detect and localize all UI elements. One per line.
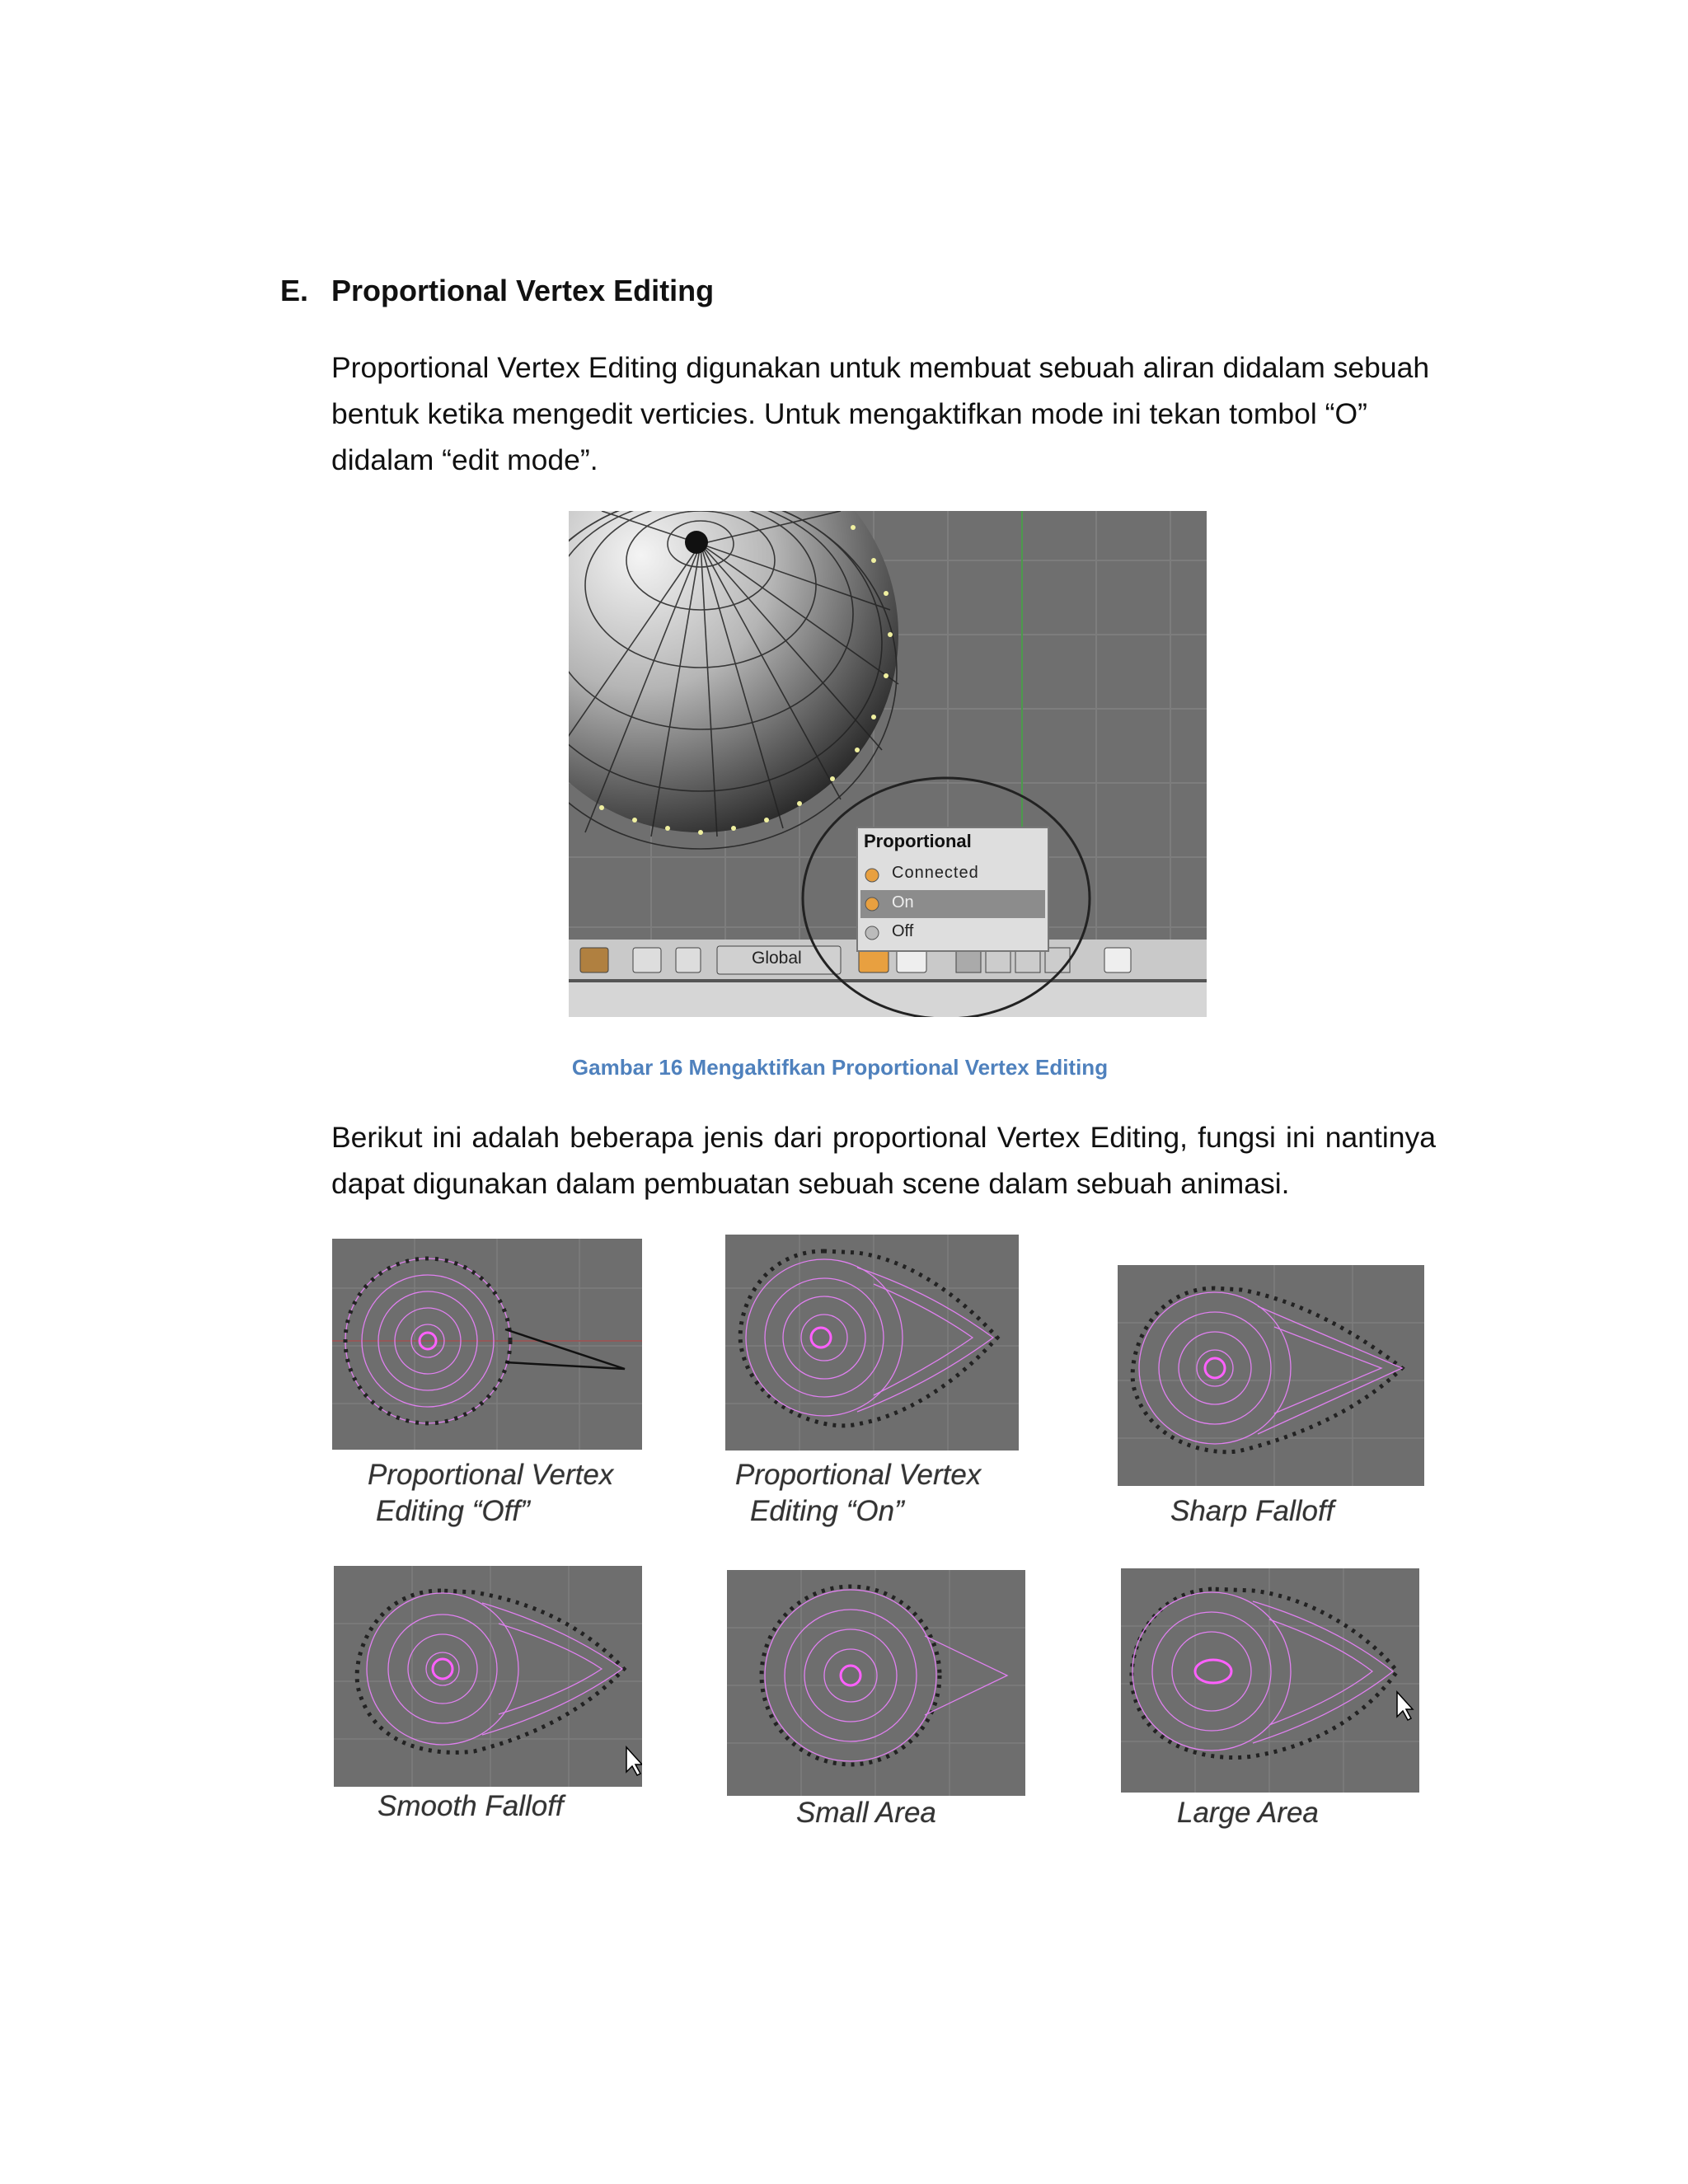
menu-item-off[interactable]: Off — [892, 922, 914, 940]
thumb-sharp-label: Sharp Falloff — [1170, 1495, 1334, 1527]
thumb-smooth-label: Smooth Falloff — [377, 1790, 564, 1822]
thumb-off-label-1: Proportional Vertex — [368, 1459, 614, 1491]
thumb-large-label: Large Area — [1177, 1797, 1319, 1829]
cursor-icon — [1397, 1692, 1413, 1720]
menu-title: Proportional — [864, 831, 972, 851]
section-heading — [280, 274, 714, 308]
section-title: Proportional Vertex Editing — [331, 274, 715, 307]
thumb-sharp — [1118, 1265, 1424, 1486]
body-paragraph: Berikut ini adalah beberapa jenis dari proportional Vertex Editing, fungsi ini nantinya dapat digunakan dalam pembuatan sebuah scene dalam sebuah animasi. — [331, 1121, 1436, 1200]
figure-caption: Gambar 16 Mengaktifkan Proportional Vertex Editing — [571, 1055, 1109, 1080]
cursor-icon — [626, 1747, 642, 1775]
thumb-off — [332, 1239, 642, 1450]
thumb-small — [727, 1570, 1025, 1796]
blender-screenshot — [569, 511, 1207, 1017]
thumb-on-label-1: Proportional Vertex — [735, 1459, 982, 1491]
thumb-large — [1121, 1568, 1419, 1793]
intro-paragraph: Proportional Vertex Editing digunakan untuk membuat sebuah aliran didalam sebuah bentuk ketika mengedit verticies. Untuk mengaktifkan mode ini tekan tombol “O” didalam “edit mode”. — [331, 351, 1430, 476]
thumb-on-label-2: Editing “On” — [750, 1495, 904, 1527]
thumb-off-label-2: Editing “Off” — [376, 1495, 530, 1527]
thumb-smooth — [334, 1566, 642, 1787]
menu-item-on[interactable]: On — [892, 893, 914, 912]
thumb-small-label: Small Area — [796, 1797, 936, 1829]
thumb-on — [725, 1235, 1019, 1451]
section-number: E. — [280, 274, 309, 307]
viewport-illustration — [569, 511, 1207, 1017]
toolbar-global-select[interactable]: Global — [752, 949, 802, 968]
menu-item-connected[interactable]: Connected — [892, 864, 979, 882]
